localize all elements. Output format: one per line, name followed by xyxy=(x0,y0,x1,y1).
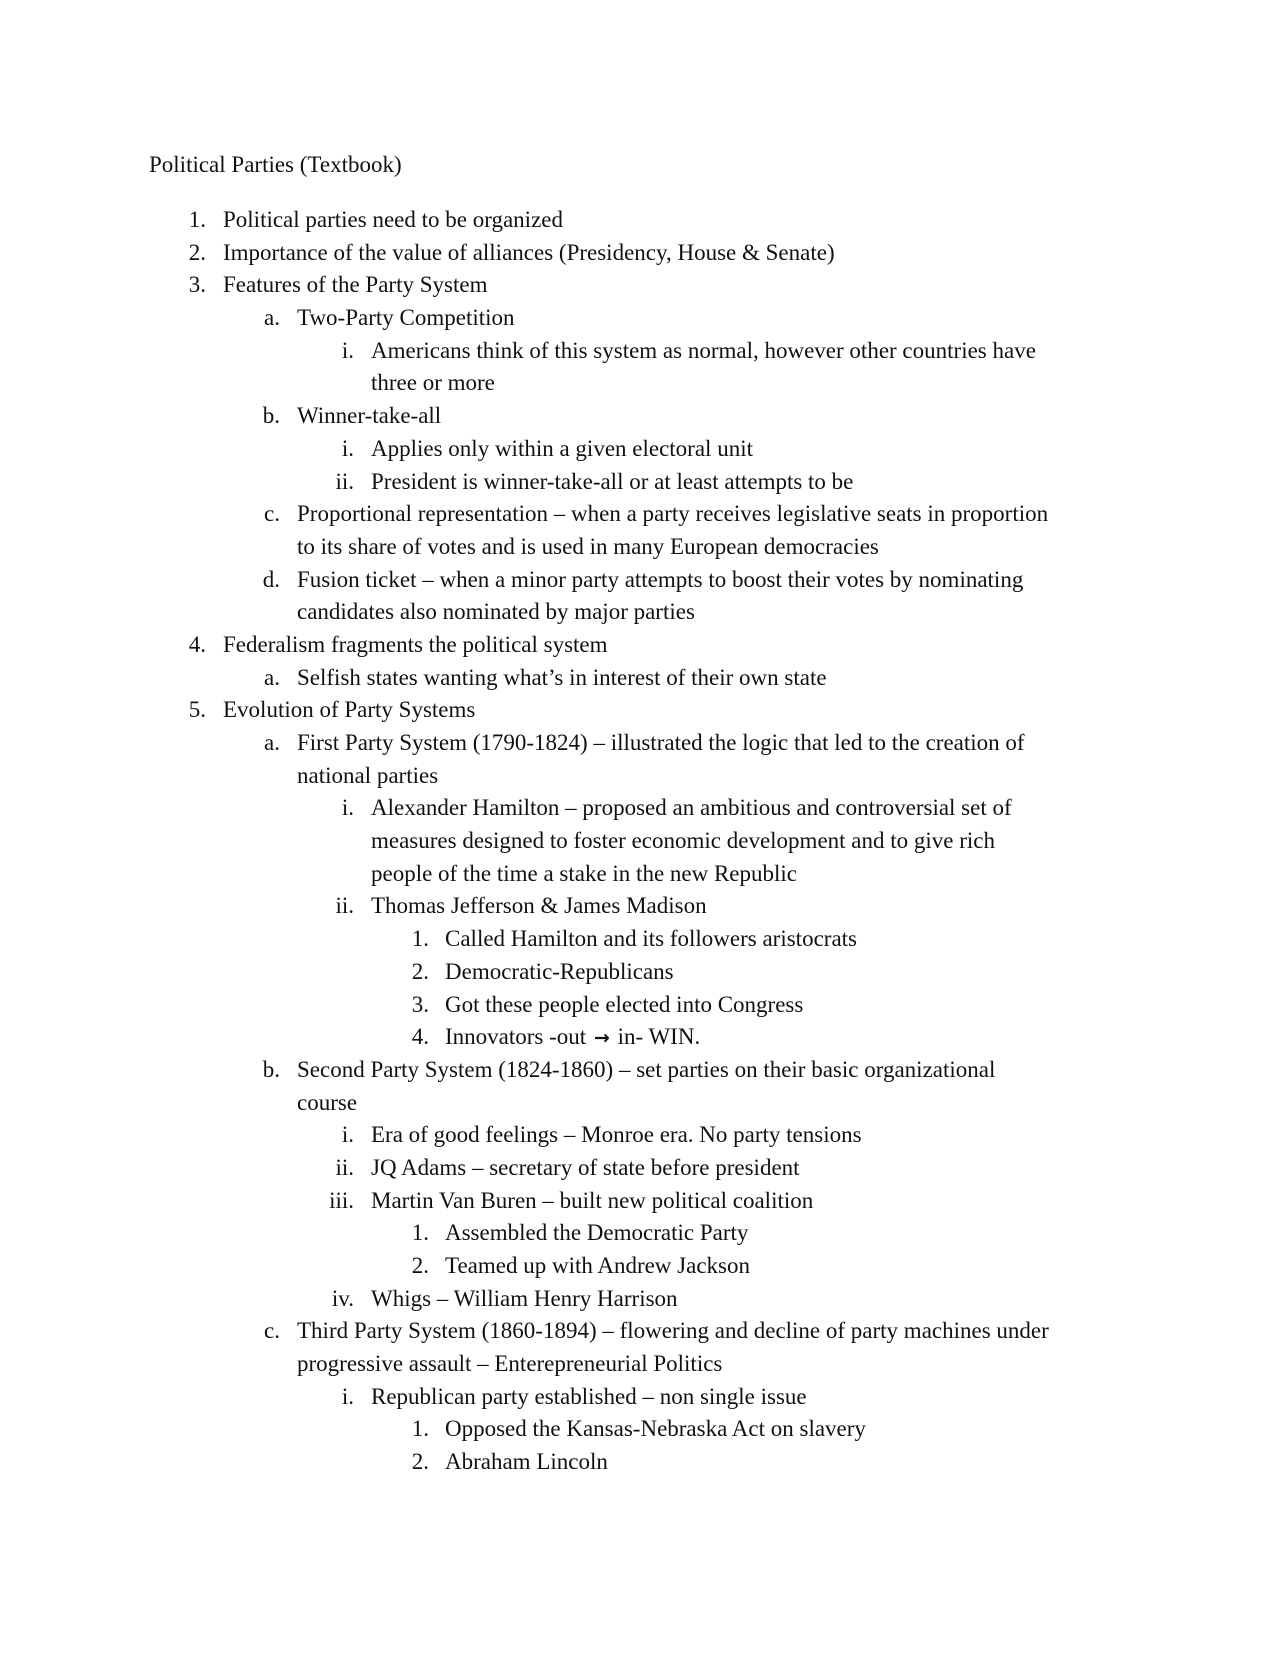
item-text: national parties xyxy=(297,762,439,788)
outline-item xyxy=(0,1250,1280,1283)
outline-item xyxy=(0,433,1280,466)
item-text: Selfish states wanting what’s in interest of their own state xyxy=(297,664,827,690)
list-marker: 4. xyxy=(411,1024,429,1050)
outline-item xyxy=(0,1413,1280,1446)
item-text: Thomas Jefferson & James Madison xyxy=(371,893,707,919)
item-text: Importance of the value of alliances (Presidency, House & Senate) xyxy=(223,239,835,265)
item-text: candidates also nominated by major parties xyxy=(297,599,695,625)
outline-item xyxy=(0,1152,1280,1185)
item-text: Two-Party Competition xyxy=(297,305,515,331)
item-text: people of the time a stake in the new Republic xyxy=(371,860,798,886)
list-marker: b. xyxy=(262,1056,280,1082)
item-text: Teamed up with Andrew Jackson xyxy=(445,1253,750,1278)
item-text: JQ Adams – secretary of state before president xyxy=(371,1154,800,1180)
outline-item xyxy=(0,792,1280,825)
outline-item xyxy=(0,498,1280,531)
list-marker: 1. xyxy=(411,1220,429,1246)
outline-item xyxy=(0,1217,1280,1250)
outline-item xyxy=(0,694,1280,727)
page-title: Political Parties (Textbook) xyxy=(149,152,402,177)
list-marker: iii. xyxy=(329,1187,354,1213)
outline-continuation xyxy=(0,531,1280,564)
list-marker: i. xyxy=(341,337,354,363)
outline-item xyxy=(0,335,1280,368)
outline-item xyxy=(0,956,1280,989)
list-marker: a. xyxy=(264,730,280,755)
list-marker: i. xyxy=(341,1383,354,1409)
outline-item xyxy=(0,302,1280,335)
list-marker: 2. xyxy=(188,239,206,265)
item-text: Martin Van Buren – built new political coalition xyxy=(371,1187,814,1213)
outline-item xyxy=(0,662,1280,695)
item-text: Federalism fragments the political system xyxy=(223,631,608,657)
list-marker: i. xyxy=(341,435,354,461)
outline-item xyxy=(0,629,1280,662)
outline-item xyxy=(0,1381,1280,1414)
outline-continuation xyxy=(0,1087,1280,1120)
outline-item xyxy=(0,1315,1280,1348)
outline-continuation xyxy=(0,367,1280,400)
item-text xyxy=(445,1021,700,1055)
outline-item xyxy=(0,237,1280,270)
item-text: Political parties need to be organized xyxy=(223,207,563,232)
item-text: Second Party System (1824-1860) – set parties on their basic organizational xyxy=(297,1056,996,1082)
list-marker: 4. xyxy=(188,631,206,657)
outline-item xyxy=(0,923,1280,956)
item-text-after-arrow: in- WIN. xyxy=(617,1024,701,1050)
outline-item xyxy=(0,989,1280,1022)
outline-item xyxy=(0,400,1280,433)
item-text: to its share of votes and is used in many European democracies xyxy=(297,533,879,559)
list-marker: ii. xyxy=(335,1154,354,1180)
list-marker: 1. xyxy=(411,1416,429,1442)
list-marker: ii. xyxy=(335,893,354,919)
list-marker: ii. xyxy=(335,468,354,494)
item-text: progressive assault – Enterepreneurial Politics xyxy=(297,1351,723,1377)
list-marker: 2. xyxy=(411,1253,429,1278)
list-marker: 3. xyxy=(411,991,429,1017)
list-marker: c. xyxy=(264,501,280,527)
item-text: Americans think of this system as normal, however other countries have xyxy=(371,337,1036,363)
outline-item xyxy=(0,890,1280,923)
list-marker: 2. xyxy=(411,1449,429,1475)
outline-list xyxy=(0,204,1280,1479)
outline-item xyxy=(0,1119,1280,1152)
item-text: Alexander Hamilton – proposed an ambitious and controversial set of xyxy=(371,795,1012,821)
outline-item xyxy=(0,269,1280,302)
list-marker: iv. xyxy=(331,1285,354,1311)
outline-item xyxy=(0,1021,1280,1054)
right-arrow-icon: → xyxy=(593,1027,610,1050)
list-marker: c. xyxy=(264,1318,280,1344)
outline-continuation xyxy=(0,1348,1280,1381)
item-text: President is winner-take-all or at least attempts to be xyxy=(371,468,854,494)
item-text: Republican party established – non single issue xyxy=(371,1383,807,1409)
outline-continuation xyxy=(0,825,1280,858)
list-marker: d. xyxy=(262,566,280,592)
list-marker: i. xyxy=(341,1122,354,1148)
item-text: Abraham Lincoln xyxy=(445,1449,608,1475)
outline-item xyxy=(0,204,1280,237)
outline-continuation xyxy=(0,760,1280,793)
item-text: Assembled the Democratic Party xyxy=(445,1220,749,1246)
outline-continuation xyxy=(0,858,1280,891)
item-text: Features of the Party System xyxy=(223,272,488,298)
list-marker: 1. xyxy=(411,926,429,952)
item-text: Democratic-Republicans xyxy=(445,958,674,984)
item-text: Fusion ticket – when a minor party attempts to boost their votes by nominating xyxy=(297,566,1024,592)
item-text: Third Party System (1860-1894) – flowering and decline of party machines under xyxy=(297,1318,1049,1344)
item-text: measures designed to foster economic development and to give rich xyxy=(371,828,995,854)
item-text: First Party System (1790-1824) – illustrated the logic that led to the creation of xyxy=(297,730,1025,755)
outline-item xyxy=(0,1283,1280,1316)
outline-item xyxy=(0,1054,1280,1087)
outline-continuation xyxy=(0,596,1280,629)
list-marker: a. xyxy=(264,664,280,690)
list-marker: 3. xyxy=(188,272,206,298)
list-marker: 1. xyxy=(188,207,206,232)
item-text: Opposed the Kansas-Nebraska Act on slavery xyxy=(445,1416,866,1442)
item-text: Got these people elected into Congress xyxy=(445,991,804,1017)
item-text: three or more xyxy=(371,370,495,396)
list-marker: b. xyxy=(262,403,280,429)
list-marker: i. xyxy=(341,795,354,821)
outline-item xyxy=(0,564,1280,597)
item-text: Era of good feelings – Monroe era. No party tensions xyxy=(371,1122,862,1148)
item-text: Proportional representation – when a party receives legislative seats in proportion xyxy=(297,501,1049,527)
list-marker: 2. xyxy=(411,958,429,984)
item-text: Whigs – William Henry Harrison xyxy=(371,1285,678,1311)
item-text: Winner-take-all xyxy=(297,403,442,429)
item-text: Called Hamilton and its followers aristocrats xyxy=(445,926,857,952)
item-text: Applies only within a given electoral unit xyxy=(371,435,753,461)
list-marker: 5. xyxy=(188,697,206,723)
item-text: Evolution of Party Systems xyxy=(223,697,476,723)
item-text-before-arrow: Innovators -out xyxy=(445,1024,587,1050)
item-text: course xyxy=(297,1089,358,1115)
outline-item xyxy=(0,727,1280,760)
outline-item xyxy=(0,1446,1280,1479)
outline-item xyxy=(0,466,1280,499)
list-marker: a. xyxy=(264,305,280,331)
outline-item xyxy=(0,1185,1280,1218)
